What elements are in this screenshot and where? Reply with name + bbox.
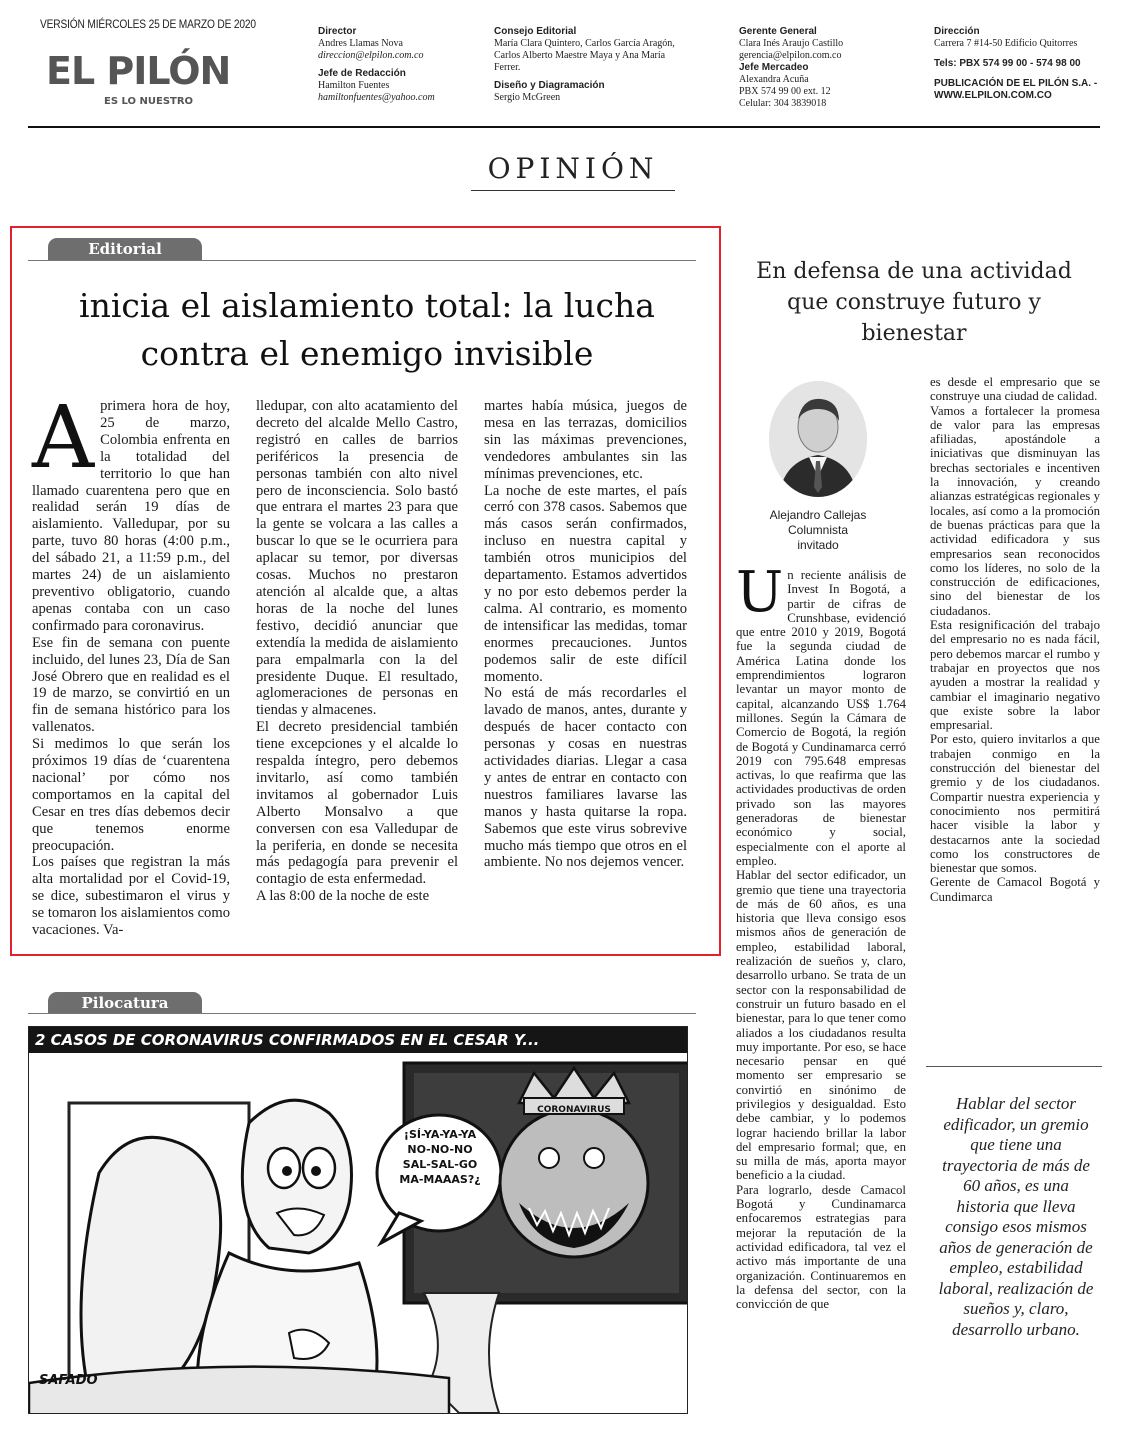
credit-editorial-board: Consejo Editorial María Clara Quintero, Carlos García Aragón, Carlos Alberto Maestre Maya y Ana María Ferrer. Diseño y Diagramación Sergio McGreen — [494, 26, 675, 103]
section-rule — [471, 190, 675, 191]
pullquote-rule — [926, 1066, 1102, 1067]
credit-address: Dirección Carrera 7 #14-50 Edificio Quitorres Tels: PBX 574 99 00 - 574 98 00 PUBLICACIÓN DE EL PILÓN S.A. - WWW.ELPILON.COM.CO — [934, 26, 1098, 101]
editorial-headline: inicia el aislamiento total: la lucha contra el enemigo invisible — [79, 286, 655, 373]
paragraph: Los países que registran la más alta mortalidad por el Covid-19, se dice, subestimaron el virus y se tomaron los aislamientos como vacaciones. Va- — [32, 854, 230, 939]
paragraph: Para lograrlo, desde Camacol Bogotá y Cundinamarca enfocaremos estrategias para mejorar la reputación de la actividad edificadora, tal vez el activo más importante de una organización. Continuaremos en la defensa del sector, con la convicción de que — [736, 1182, 906, 1312]
cartoon-speech-bubble: ¡SÍ-YA-YA-YA NO-NO-NO SAL-SAL-GO MA-MAAAS?¿ — [399, 1128, 481, 1186]
editorial-column-1 — [32, 388, 230, 939]
credit-director: Director Andres Llamas Nova direccion@elpilon.com.co Jefe de Redacción Hamilton Fuentes hamiltonfuentes@yahoo.com — [318, 26, 435, 103]
paragraph: Vamos a fortalecer la promesa de valor para las empresas afiliadas, apostándole a iniciativas que disminuyan las brechas sectoriales e incentiven la innovación, y creando alianzas estratégicas regionales y locales, así como a la promoción de buenas prácticas para que la actividad edificadora y sus empresarios sean reconocidos como los líderes, no solo de la construcción de edificaciones, sino del bienestar de los ciudadanos. — [930, 403, 1100, 618]
paragraph: primera hora de hoy, 25 de marzo, Colombia enfrenta en la totalidad del territorio lo que han llamado cuarentena pero que en realidad serán 19 días de aislamiento. Valledupar, por su parte, tuvo 80 horas (4:00 p.m., del sábado 21, a 11:59 p.m., del martes 24) de un aislamiento preventivo obligatorio, cuando apenas contaba con un caso confirmado para coronavirus. — [32, 398, 230, 634]
paragraph: Ese fin de semana con puente incluido, del lunes 23, Día de San José Obrero que en realidad es el 19 de marzo, se convirtió en un fin de semana histórico para los vallenatos. — [32, 634, 230, 736]
editorial-tab-rule — [28, 260, 696, 261]
editor-email[interactable]: hamiltonfuentes@yahoo.com — [318, 92, 435, 103]
section-title: OPINIÓN — [487, 152, 659, 185]
management-email[interactable]: gerencia@elpilon.com.co — [739, 50, 842, 61]
newspaper-tagline: ES LO NUESTRO — [104, 96, 194, 107]
website-link[interactable]: WWW.ELPILON.COM.CO — [934, 90, 1052, 101]
author-role-2: invitado — [797, 538, 839, 552]
author-role: Columnista — [787, 523, 849, 537]
editorial-column-3 — [484, 398, 687, 871]
opinion-headline: En defensa de una actividad que construye futuro y bienestar — [756, 259, 1072, 346]
editorial-column-2 — [256, 398, 458, 905]
cartoon-signature: SAFADO — [39, 1373, 98, 1388]
editorial-dropcap: A — [32, 388, 95, 488]
paragraph: es desde el empresario que se construye una ciudad de calidad. — [930, 375, 1100, 404]
credit-management: Gerente General Clara Inés Araujo Castillo gerencia@elpilon.com.co Jefe Mercadeo Alexandra Acuña PBX 574 99 00 ext. 12 Celular: 304 3839018 — [739, 26, 844, 109]
author-photo — [769, 381, 867, 497]
cartoon-tab: Pilocatura — [48, 992, 202, 1014]
paragraph: Si medimos lo que serán los próximos 19 días de ‘cuarentena nacional’ por cómo nos comportamos en la capital del Cesar en tres días debemos decir que tenemos enorme preocupación. — [32, 736, 230, 854]
paragraph: A las 8:00 de la noche de este — [256, 888, 430, 905]
author-byline — [744, 508, 892, 553]
paragraph: martes había música, juegos de mesa en las terrazas, domicilios sin las máximas prevenciones, vendedores ambulantes sin las mínimas prevenciones, etc. — [484, 398, 687, 482]
cartoon-crown-label: CORONAVIRUS — [537, 1105, 611, 1115]
paragraph: La noche de este martes, el país cerró con 378 casos. Sabemos que más casos serán confirmados, incluso en nuestra capital y también otros municipios del departamento. Estamos advertidos y no por esto debemos perder la calma. Al contrario, es momento de intensificar las medidas, tomar enormes precauciones. Juntos podemos salir de este difícil momento. — [484, 482, 687, 685]
cartoon-header: 2 CASOS DE CORONAVIRUS CONFIRMADOS EN EL CESAR Y... — [29, 1027, 687, 1053]
opinion-column-1 — [736, 560, 906, 1312]
paragraph: El decreto presidencial también tiene excepciones y el alcalde lo respalda íntegro, pero debemos invitarlo, así como también invitamos al gobernador Luis Alberto Monsalvo a que conversen con esa Valledupar de la periferia, en donde se necesita más pedagogía para prevenir el contagio de esta enfermedad. — [256, 719, 458, 888]
masthead-rule — [28, 126, 1100, 128]
paragraph: lledupar, con alto acatamiento del decreto del alcalde Mello Castro, registró en calles de barrios periféricos la presencia de personas también con alto nivel pero de inconsciencia. Solo bastó que entrara el martes 23 para que la gente se volcara a las calles a buscar lo que se le ocurriera para aplacar su temor, por diversas cosas. Muchos no prestaron atención al alcalde que, a altas horas de la noche del lunes festivo, decidió anunciar que extendía la medida de aislamiento para empalmarla con la del presidente Duque. El resultado, aglomeraciones de personas en tiendas y almacenes. — [256, 398, 458, 719]
paragraph: Esta resignificación del trabajo del empresario no es nada fácil, pero debemos marcar el rumbo y trabajar en proyectos que nos ayuden a mostrar la realidad y cambiar el imaginario negativo que existe sobre la labor empresarial. — [930, 618, 1100, 733]
opinion-column-2 — [930, 375, 1100, 904]
cartoon-image[interactable] — [28, 1026, 688, 1414]
director-email[interactable]: direccion@elpilon.com.co — [318, 50, 424, 61]
author-signoff: Gerente de Camacol Bogotá y Cundimarca — [930, 875, 1100, 904]
author-name: Alejandro Callejas — [769, 508, 867, 522]
opinion-dropcap: U — [736, 560, 784, 625]
newspaper-logo[interactable]: EL PILÓN — [46, 49, 231, 93]
paragraph: No está de más recordarles el lavado de manos, antes, durante y después de hacer contacto con personas y cosas en nuestras actividades diarias. Llegar a casa y antes de entrar en contacto con nuestros familiares lavarse las manos y hasta quitarse la ropa. Sabemos que este virus sobrevive mucho más tiempo que otros en el ambiente. No nos dejemos vencer. — [484, 685, 687, 871]
edition-date: VERSIÓN MIÉRCOLES 25 DE MARZO DE 2020 — [40, 17, 256, 31]
editorial-tab: Editorial — [48, 238, 202, 260]
paragraph: n reciente análisis de Invest In Bogotá, a partir de cifras de Crunshbase, evidenció que entre 2010 y 2019, Bogotá fue la segunda ciudad de América Latina donde los emprendimientos lograron levantar un mayor monto de capital, alcanzando US$ 1.764 millones. Según la Cámara de Comercio de Bogotá, la región de Bogotá y Cundinamarca cerró 2019 con 795.648 empresas activas, lo que reafirma que las actividades productivas de orden privado son las mayores generadoras de bienestar económico y social, especialmente con el aporte al empleo. — [736, 568, 906, 868]
cartoon-tab-rule — [28, 1013, 696, 1014]
paragraph: Por esto, quiero invitarlos a que trabajen conmigo en la construcción del bienestar del gremio y de los ciudadanos. Compartir nuestra experiencia y conocimiento nos permitirá hacer visible la labor y destacarnos ante la sociedad como los constructores de bienestar que somos. — [930, 732, 1100, 876]
paragraph: Hablar del sector edificador, un gremio que tiene una trayectoria de más de 60 años, es una historia que lleva consigo esos mismos años de generación de empleo, estabilidad laboral, realización de sueños y, claro, desarrollo urbano. Se trata de un sector con la responsabilidad de construir un futuro basado en el bienestar, para lo que tener como aliados a los ciudadanos resulta muy importante. Por eso, se hace necesario pensar en qué momento ser empresario se convirtió en sinónimo de privilegios y desigualdad. Esto debe cambiar, y lo podemos lograr haciendo brillar la labor del empresario formal; que, en su milla de más, aporta mayor beneficio a la ciudad. — [736, 868, 906, 1183]
pullquote: Hablar del sector edificador, un gremio que tiene una trayectoria de más de 60 años, es una historia que lleva consigo esos mismos años de generación de empleo, estabilidad laboral, realización de sueños y, claro, desarrollo urbano. — [938, 1094, 1094, 1339]
